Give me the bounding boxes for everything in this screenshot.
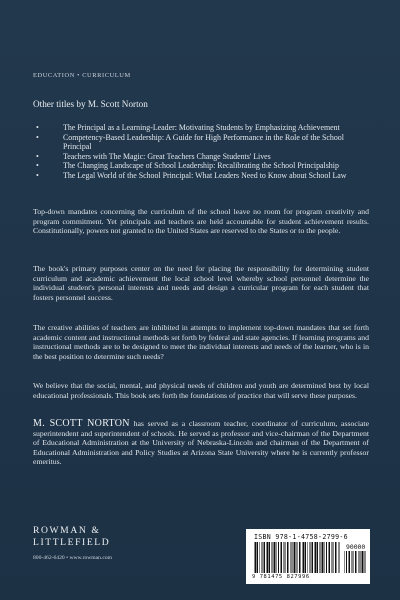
barcode-addon-bars [344, 551, 366, 573]
category-label: EDUCATION • CURRICULUM [33, 72, 131, 79]
price-code: 90000 [346, 543, 366, 551]
list-item: • The Changing Landscape of School Leadership: Recalibrating the School Principalship [33, 161, 373, 171]
isbn-text: ISBN 978-1-4758-2799-6 [254, 533, 348, 541]
description-paragraph: Top-down mandates concerning the curriculum of the school leave no room for program creativity and program commitment. Yet principals and teachers are held accountable for student achievement results. Constitutionally, powers not granted to the United States are reserved to the States or to the people. [33, 207, 369, 236]
description-paragraph: The creative abilities of teachers are inhibited in attempts to implement top-down mandates that set forth academic content and instructional methods set forth by federal and state agencies. If learning programs and instructional methods are to be designed to meet the individual interests and needs of the learner, who is in the best position to determine such needs? [33, 323, 369, 361]
publisher-logo [33, 525, 173, 561]
list-item: • Competency-Based Leadership: A Guide for High Performance in the Role of the School Principal [33, 133, 373, 152]
publisher-name-line2: LITTLEFIELD [33, 537, 111, 548]
barcode-bars [254, 542, 340, 573]
publisher-contact: 800-462-6420 • www.rowman.com [33, 555, 112, 561]
publisher-name-line1: ROWMAN & [33, 525, 101, 536]
barcode [246, 529, 370, 584]
barcode-digits: 9 781475 827996 [252, 574, 310, 580]
list-item: • The Legal World of the School Principal: What Leaders Need to Know about School Law [33, 171, 373, 181]
author-bio [33, 419, 369, 467]
list-item: • The Principal as a Learning-Leader: Motivating Students by Emphasizing Achievement [33, 123, 373, 133]
other-titles-heading: Other titles by M. Scott Norton [33, 99, 148, 109]
description-paragraph: The book's primary purposes center on the need for placing the responsibility for determining student curriculum and academic achievement the local school level whereby school personnel determine the individual student's personal interests and needs and design a curricular program for each student that fosters personnel success. [33, 264, 369, 302]
list-item: • Teachers with The Magic: Great Teachers Change Students' Lives [33, 152, 373, 162]
author-name: M. SCOTT NORTON [33, 418, 130, 429]
other-titles-list [33, 123, 373, 181]
author-bio-text: has served as a classroom teacher, coordinator of curriculum, associate superintendent and superintendent of schools. He served as professor and vice-chairman of the Department of Educational Administration at the University of Nebraska-Lincoln and chairman of the Department of Educational Administration and Policy Studies at Arizona State University where he is currently professor emeritus. [33, 419, 370, 467]
description-paragraph: We believe that the social, mental, and physical needs of children and youth are determined best by local educational professionals. This book sets forth the foundations of practice that will serve these purposes. [33, 381, 369, 400]
